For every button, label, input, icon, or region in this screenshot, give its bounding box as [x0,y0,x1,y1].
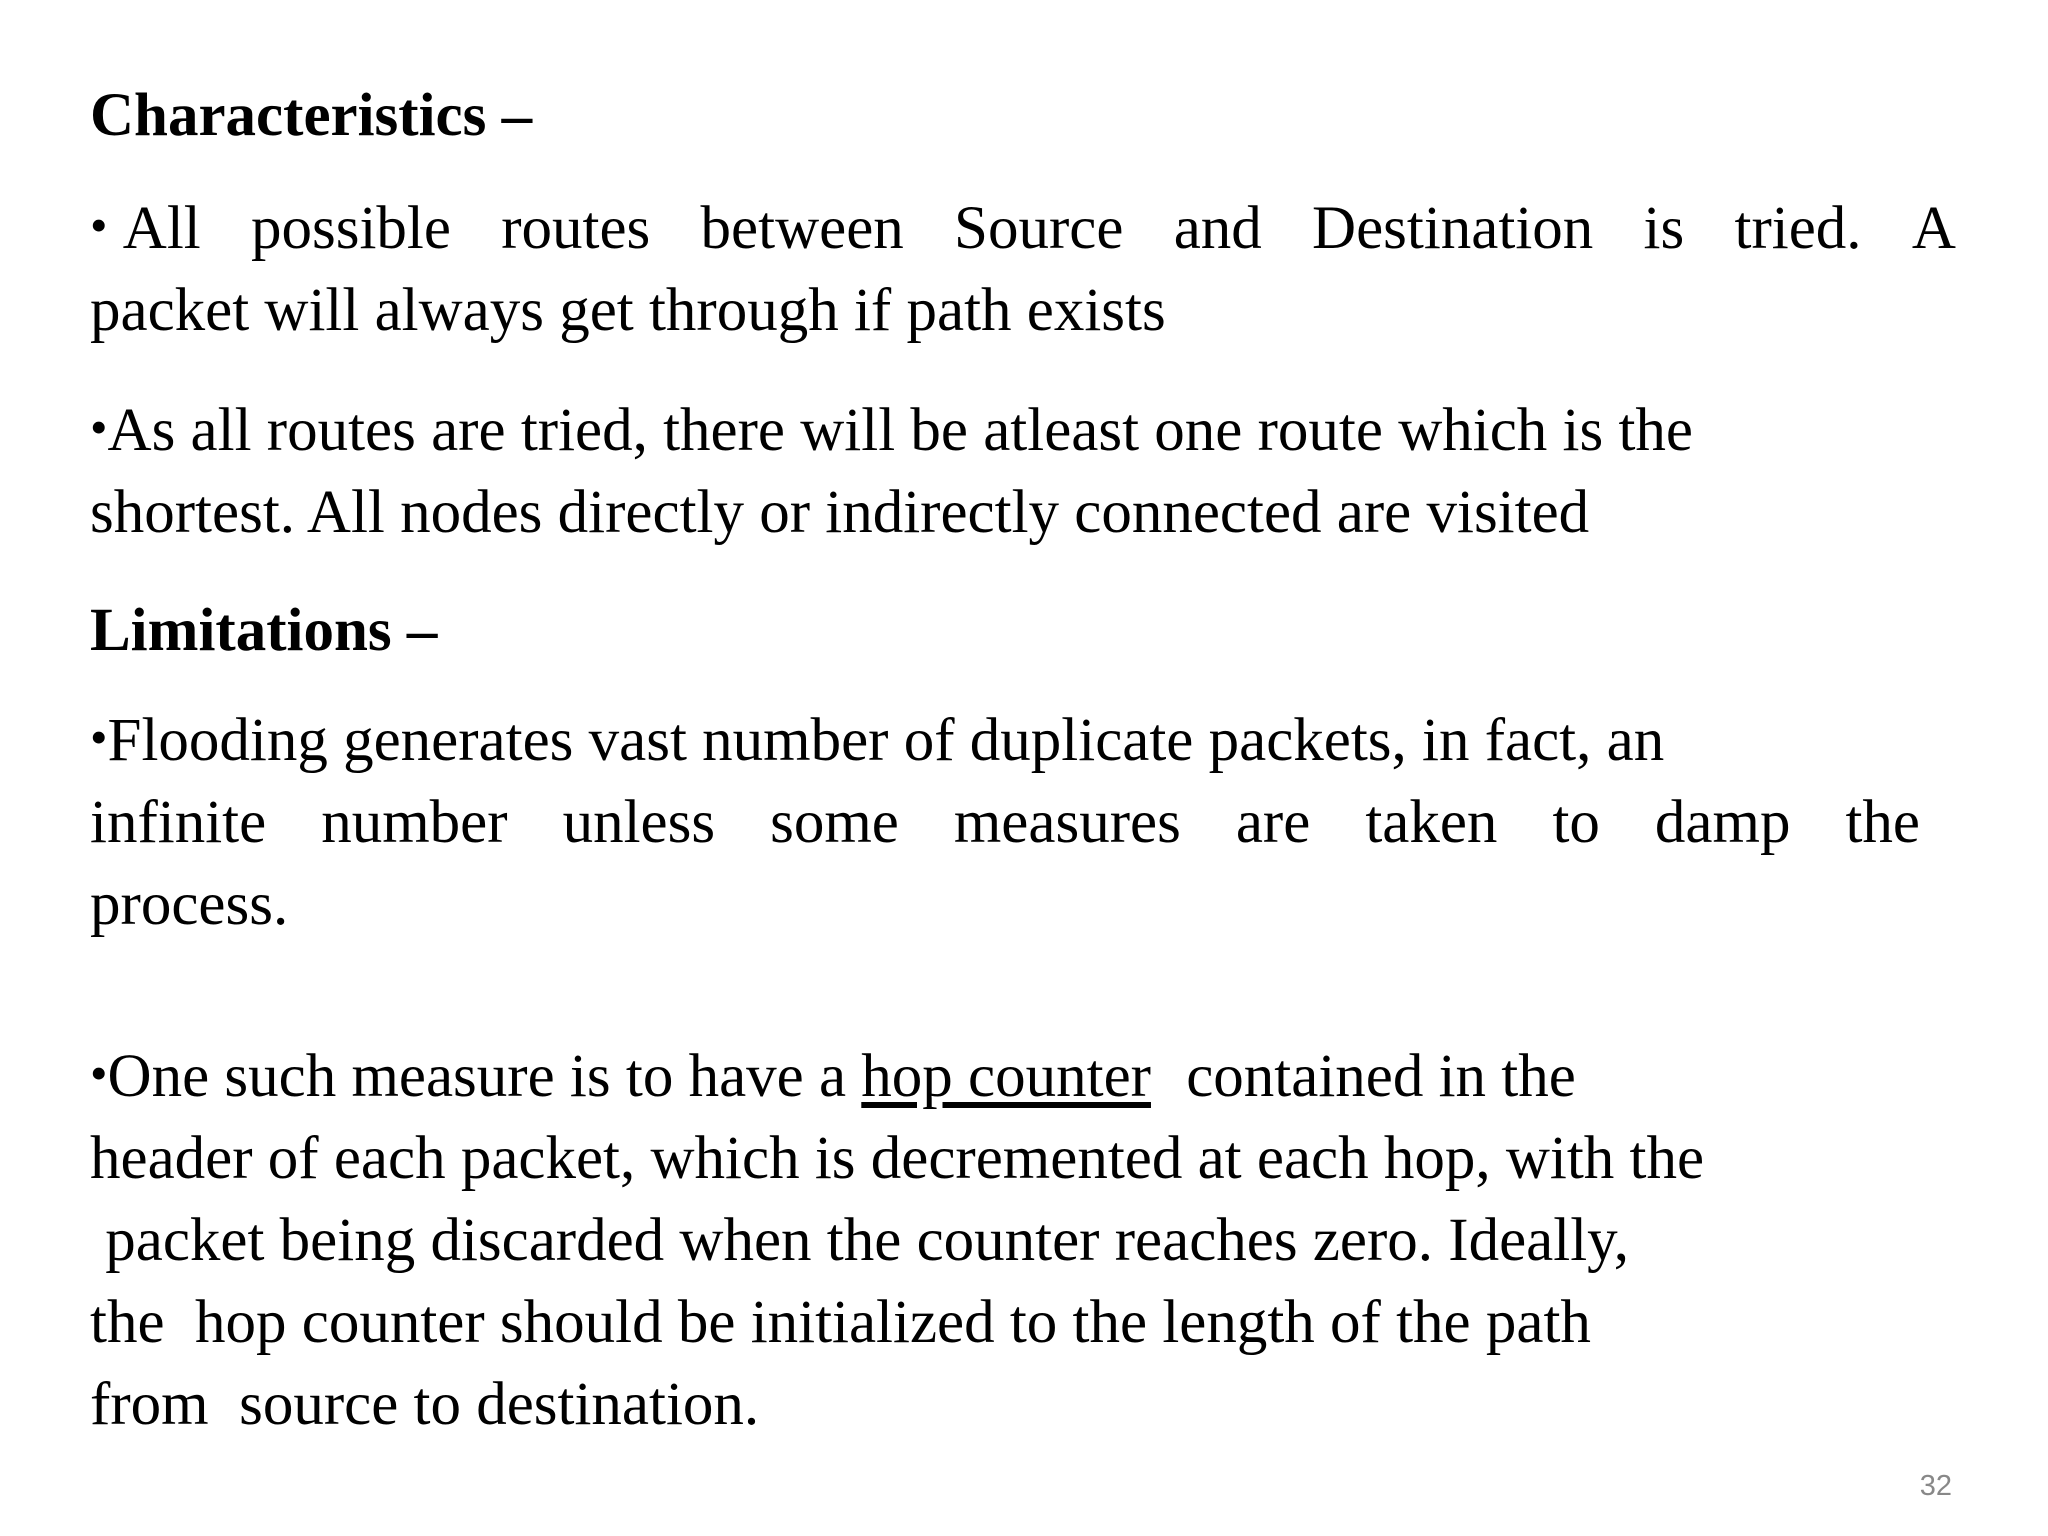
limitations-item-2-line-5: from source to destination. [90,1371,760,1438]
bullet: • [90,709,108,765]
limitations-item-1-line-1 [90,700,1664,784]
limitations-item-2-line-2: header of each packet, which is decremented at each hop, with the [90,1125,1705,1192]
word: is [1643,195,1685,262]
word: tried. [1734,195,1862,262]
item-text: As all routes are tried, there will be atleast one route which is the [107,397,1693,464]
bullet: • [90,399,108,455]
word: routes [501,195,651,262]
limitations-item-2-line-3: packet being discarded when the counter reaches zero. Ideally, [90,1207,1629,1274]
limitations-item-1-line-3: process. [90,871,289,938]
word: and [1173,195,1262,262]
hop-counter-term: hop counter [861,1043,1151,1110]
bullet: • All [90,195,201,262]
item-text: contained in the [1170,1043,1576,1110]
word: Source [954,195,1124,262]
characteristics-item-1-line-2: packet will always get through if path exists [90,277,1166,344]
word: to [1552,789,1600,856]
word: taken [1365,789,1498,856]
bullet: • [90,1045,108,1101]
limitations-item-2-line-4: the hop counter should be initialized to the length of the path [90,1289,1591,1356]
word: between [700,195,904,262]
characteristics-item-1-line-1 [90,188,1956,272]
word: some [770,789,899,856]
word: Destination [1312,195,1594,262]
word: the [1845,789,1920,856]
word: are [1235,789,1311,856]
word: number [321,789,508,856]
word: A [1911,195,1956,262]
word: possible [250,195,451,262]
item-text: Flooding generates vast number of duplicate packets, in fact, an [107,707,1665,774]
word: infinite [90,789,267,856]
word: unless [562,789,716,856]
page-number: 32 [1919,1470,1952,1502]
limitations-heading: Limitations – [90,597,438,664]
characteristics-item-2-line-2: shortest. All nodes directly or indirectly connected are visited [90,479,1590,546]
item-text: One such measure is to have a [107,1043,862,1110]
word: damp [1654,789,1791,856]
limitations-item-2-line-1 [90,1036,1576,1120]
characteristics-heading: Characteristics – [90,82,533,149]
limitations-item-1-line-2 [90,782,1920,864]
characteristics-item-2-line-1 [90,390,1693,474]
word: measures [953,789,1181,856]
